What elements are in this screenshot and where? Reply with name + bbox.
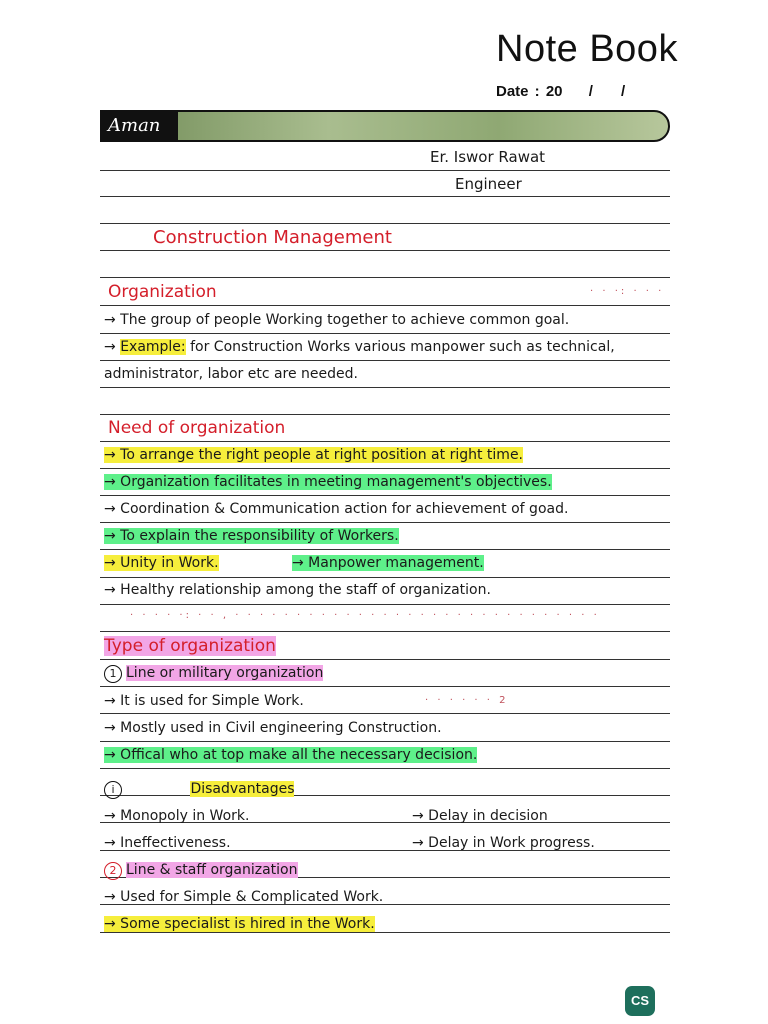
subject-title: Construction Management <box>153 227 392 248</box>
need-item-text: → Organization facilitates in meeting management's objectives. <box>104 474 552 490</box>
need-item <box>104 580 491 600</box>
date-label: Date : 20 <box>496 83 563 100</box>
need-item-text: → Manpower management. <box>292 555 484 571</box>
ruled-line <box>100 223 670 224</box>
example-label: Example: <box>120 339 186 355</box>
ruled-line <box>100 441 670 442</box>
ruled-line <box>100 277 670 278</box>
need-item <box>104 526 399 546</box>
sub-heading-line <box>104 663 323 683</box>
date-line <box>496 83 625 100</box>
disadvantage-heading <box>104 779 294 799</box>
section-heading-need: Need of organization <box>108 418 286 438</box>
date-separator: / <box>621 83 626 100</box>
ruled-line <box>100 604 670 605</box>
need-item-text: → Coordination & Communication action for achievement of goad. <box>104 501 569 517</box>
ruled-line <box>100 686 670 687</box>
ink-smudge: · ‧ · · ‧ · 2 <box>425 695 509 706</box>
ruled-line <box>100 414 670 415</box>
need-item <box>292 553 484 573</box>
organization-example <box>104 337 615 357</box>
ruled-line <box>100 768 670 769</box>
ruled-line <box>100 741 670 742</box>
need-item-text: → To arrange the right people at right position at right time. <box>104 447 524 463</box>
organization-definition: → The group of people Working together to achieve common goal. <box>104 312 570 328</box>
ruled-line <box>100 196 670 197</box>
ruled-line <box>100 631 670 632</box>
line-item: → Used for Simple & Complicated Work. <box>104 889 384 905</box>
section-heading-organization: Organization <box>108 282 217 302</box>
ruled-line <box>100 333 670 334</box>
line-item <box>104 745 477 765</box>
disadvantage-title: Disadvantages <box>190 781 295 797</box>
ruled-line <box>100 305 670 306</box>
ink-smudge: · ‧ · ‧ ·: · · , ‧ · · · ‧ · · · ‧ · · ‧ · · · · ‧ · · · ‧ · · · · · ‧ · · · <box>130 610 600 621</box>
sub-heading-title: Line or military organization <box>126 665 324 681</box>
disadvantage-item: → Delay in Work progress. <box>412 835 595 851</box>
line-item-text: → Offical who at top make all the necessary decision. <box>104 747 478 763</box>
ruled-line <box>100 250 670 251</box>
ruled-line <box>100 468 670 469</box>
line-item <box>104 691 304 711</box>
ruled-line <box>100 577 670 578</box>
line-item-text: → Mostly used in Civil engineering Construction. <box>104 720 442 736</box>
ruled-line <box>100 360 670 361</box>
sub-heading-title: Line & staff organization <box>126 862 298 878</box>
date-separator: / <box>588 83 593 100</box>
ruled-line <box>100 495 670 496</box>
line-item <box>104 718 442 738</box>
author-role: Engineer <box>455 175 522 193</box>
type-heading-text: Type of organization <box>104 636 276 656</box>
ruled-line <box>100 522 670 523</box>
need-item-text: → Healthy relationship among the staff of organization. <box>104 582 491 598</box>
ruled-line <box>100 549 670 550</box>
ruled-line <box>100 170 670 171</box>
ruled-line <box>100 659 670 660</box>
page-banner <box>100 110 670 142</box>
example-text: for Construction Works various manpower such as technical, <box>190 339 615 355</box>
need-item-text: → Unity in Work. <box>104 555 219 571</box>
disadvantage-item: → Ineffectiveness. <box>104 835 231 851</box>
need-item-text: → To explain the responsibility of Workers. <box>104 528 399 544</box>
line-item-text: → Some specialist is hired in the Work. <box>104 916 375 932</box>
ruled-line <box>100 387 670 388</box>
line-item <box>104 914 375 934</box>
sub-heading-line <box>104 860 298 880</box>
author-name: Er. Iswor Rawat <box>430 148 546 166</box>
line-item-text: → It is used for Simple Work. <box>104 693 304 709</box>
number-circle: 2 <box>104 862 122 880</box>
need-item <box>104 472 552 492</box>
ruled-line <box>100 713 670 714</box>
ink-smudge: · · ·: · · · <box>590 286 665 297</box>
banner-name: Aman <box>100 110 178 142</box>
need-item <box>104 499 568 519</box>
disadvantage-item: → Monopoly in Work. <box>104 808 250 824</box>
organization-example-cont: administrator, labor etc are needed. <box>104 366 358 382</box>
need-item <box>104 445 523 465</box>
number-circle: i <box>104 781 122 799</box>
disadvantage-item: → Delay in decision <box>412 808 548 824</box>
camscanner-logo: CS <box>625 986 655 1016</box>
section-heading-type <box>104 636 276 656</box>
number-circle: 1 <box>104 665 122 683</box>
need-item <box>104 553 219 573</box>
arrow: → <box>104 339 116 355</box>
notebook-title: Note Book <box>496 28 678 70</box>
